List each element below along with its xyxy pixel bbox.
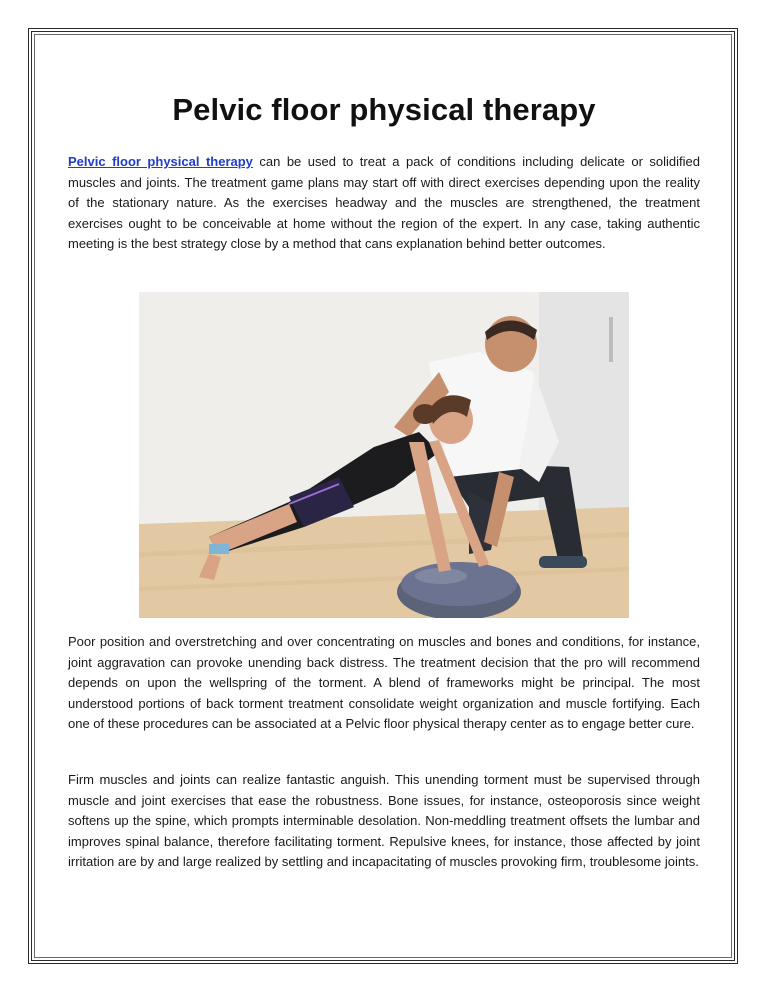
intro-paragraph-text: can be used to treat a pack of conditions including delicate or solidified muscles and joints. The treatment game plans may start off with direct exercises depending upon the reality of the stationary nature. As the exercises headway and the muscles are strengthened, the treatment exercises ought to be conceivable at home without the region of the expert. In any case, taking authentic meeting is the best strategy close by a method that cans explanation behind better outcomes. (68, 154, 700, 252)
pelvic-floor-therapy-link[interactable]: Pelvic floor physical therapy (68, 154, 253, 169)
therapy-photo (139, 292, 629, 618)
body-paragraph-2: Poor position and overstretching and over concentrating on muscles and bones and conditions, for instance, joint aggravation can provoke unending back distress. The treatment decision that the pro will recommend depends on upon the wellspring of the torment. A blend of frameworks might be principal. The most understood portions of back torment treatment consolidate weight organization and muscle fortifying. Each one of these procedures can be associated at a Pelvic floor physical therapy center as to engage better cure. (68, 634, 700, 732)
intro-paragraph (68, 152, 700, 255)
therapy-illustration (139, 292, 629, 618)
body-paragraph-3: Firm muscles and joints can realize fantastic anguish. This unending torment must be supervised through muscle and joint exercises that ease the robustness. Bone issues, for instance, osteoporosis since weight softens up the spine, which prompts interminable desolation. Non-meddling treatment offsets the lumbar and improves spinal balance, therefore facilitating torment. Repulsive knees, for instance, those affected by joint irritation are by and large realized by settling and incapacitating of muscles provoking firm, troublesome joints. (68, 772, 700, 870)
page-title: Pelvic floor physical therapy (172, 92, 596, 127)
